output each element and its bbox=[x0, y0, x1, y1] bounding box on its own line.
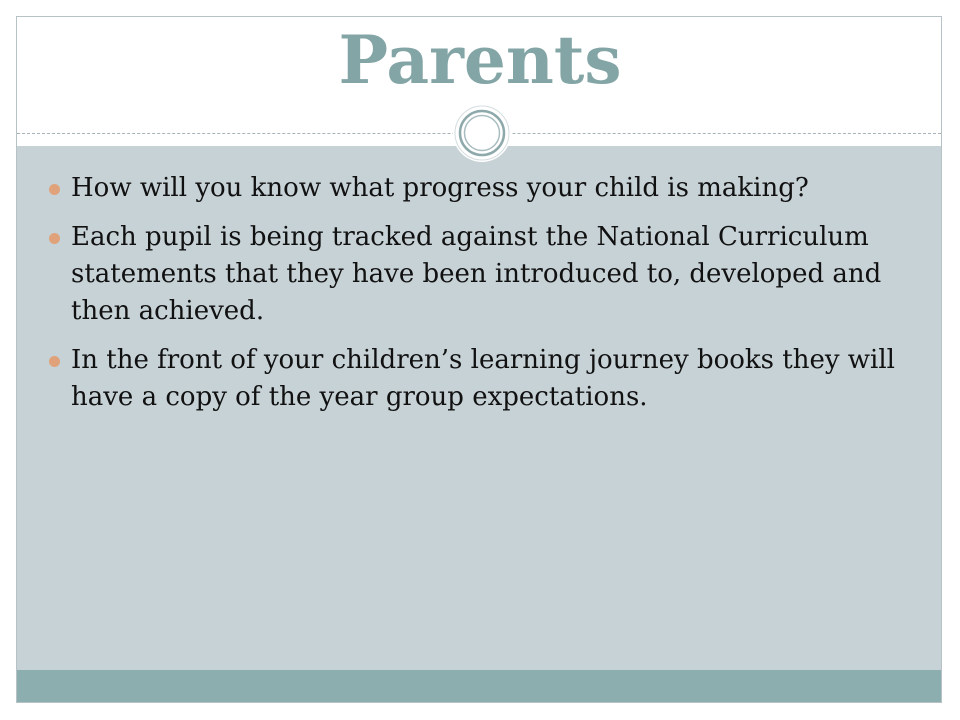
bullet-dot-icon bbox=[49, 356, 60, 367]
double-ring-ornament-icon bbox=[453, 104, 511, 162]
bullet-dot-icon bbox=[49, 184, 60, 195]
bullet-list bbox=[48, 170, 924, 428]
bullet-item bbox=[48, 219, 924, 330]
bullet-text: How will you know what progress your child is making? bbox=[71, 173, 809, 203]
footer-bar bbox=[17, 670, 941, 702]
bullet-item bbox=[48, 170, 924, 207]
bullet-item bbox=[48, 342, 924, 416]
slide-title: Parents bbox=[338, 21, 622, 99]
bullet-dot-icon bbox=[49, 233, 60, 244]
bullet-text: Each pupil is being tracked against the National Curriculum statements that they have been introduced to, developed and then achieved. bbox=[71, 222, 882, 326]
bullet-text: In the front of your children’s learning journey books they will have a copy of the year group expectations. bbox=[71, 345, 895, 412]
